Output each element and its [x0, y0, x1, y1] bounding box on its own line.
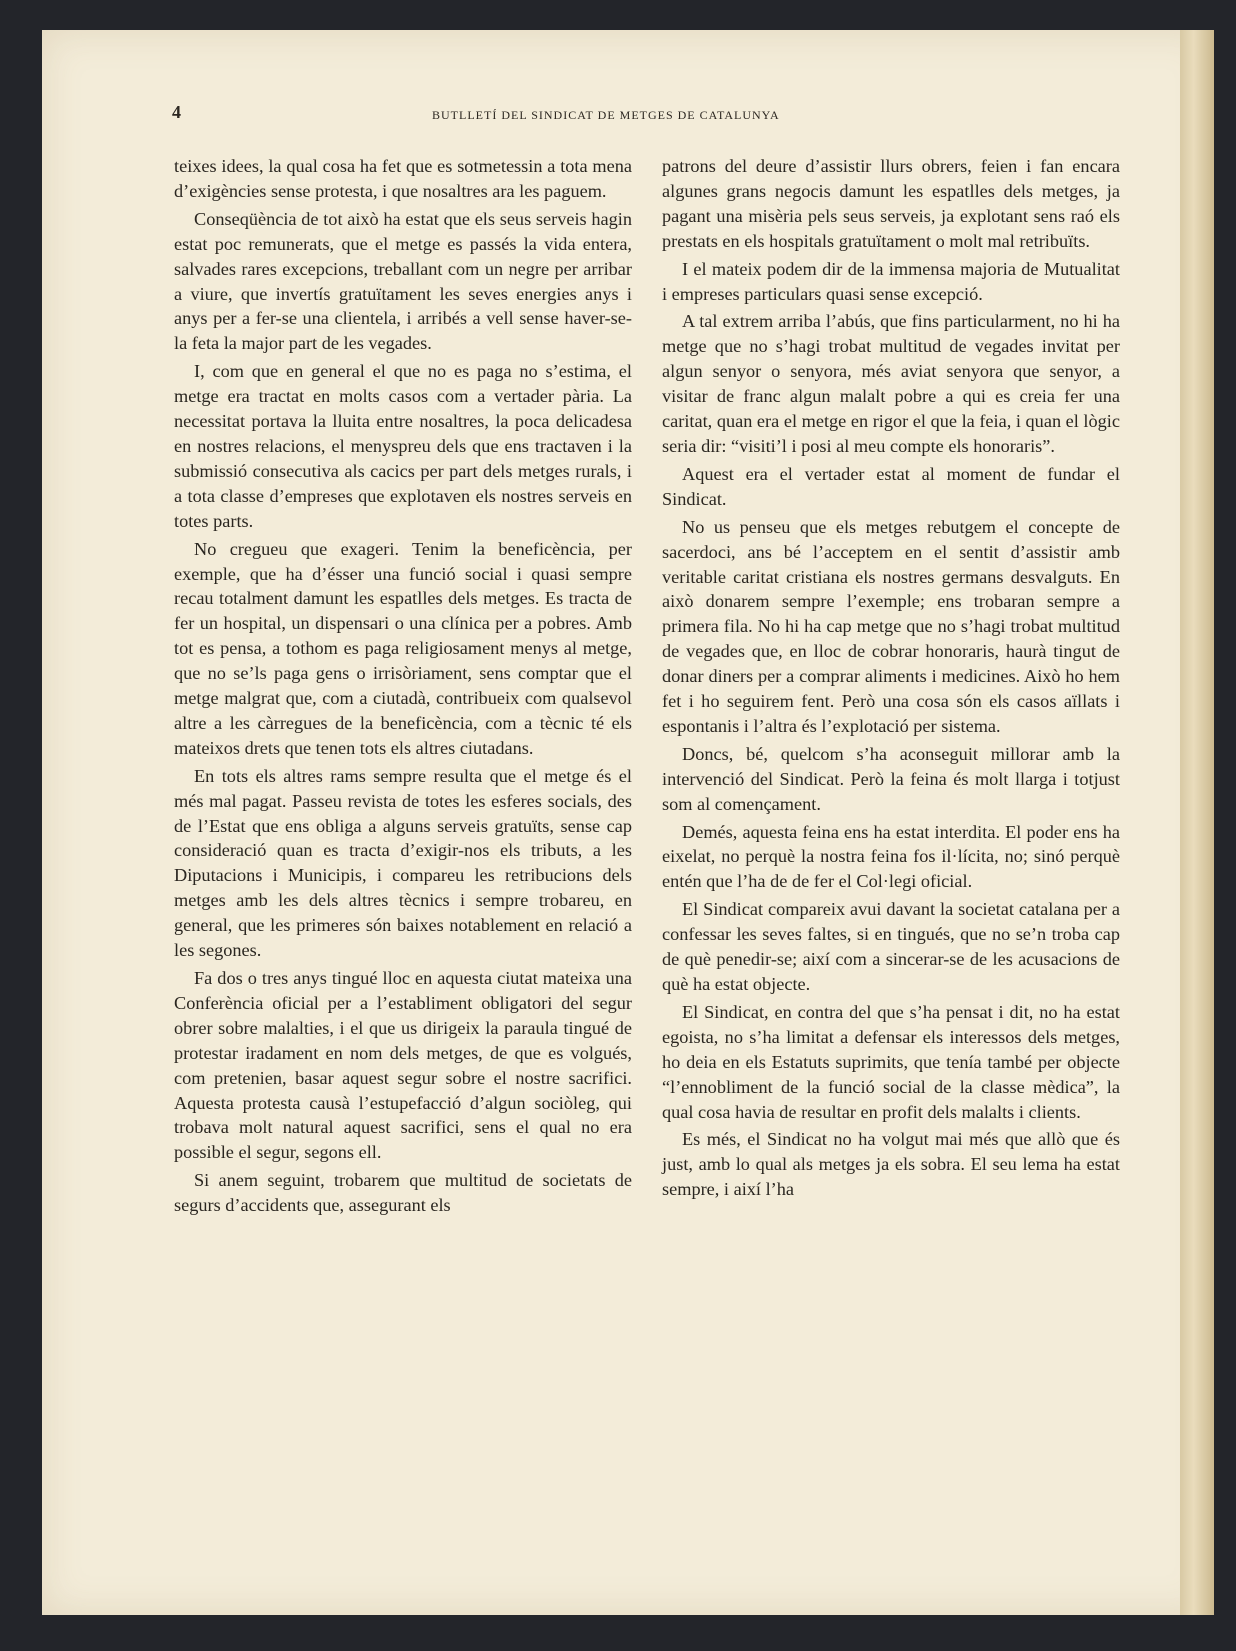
- paragraph: No cregueu que exageri. Tenim la beneficència, per exemple, que ha d’ésser una funció social i quasi sempre recau totalment damunt les espatlles dels metges. Es tracta de fer un hospital, un dispensari o una clínica per a pobres. Amb tot es pensa, a tothom es paga religiosament menys al metge, que no se’ls paga gens o irrisòriament, sens comptar que el metge malgrat que, com a ciutadà, contribueix com qualsevol altre a les càrregues de la beneficència, com a tècnic té els mateixos drets que tenen tots els altres ciutadans.: [174, 538, 632, 758]
- document-page: [42, 30, 1214, 1615]
- paragraph: teixes idees, la qual cosa ha fet que es sotmetessin a tota mena d’exigències sense protesta, i que nosaltres ara les paguem.: [174, 156, 632, 201]
- paragraph: I el mateix podem dir de la immensa majoria de Mutualitat i empreses particulars quasi sense excepció.: [662, 258, 1120, 304]
- paragraph: Demés, aquesta feina ens ha estat interdita. El poder ens ha eixelat, no perquè la nostra feina fos il·lícita, no; sinó perquè entén que l’ha de de fer el Col·legi oficial.: [662, 821, 1120, 892]
- paragraph: I, com que en general el que no es paga no s’estima, el metge era tractat en molts casos com a vertader pària. La necessitat portava la lluita entre nosaltres, la poca delicadesa en nostres relacions, el menyspreu dels que ens tractaven i la submissió consecutiva als cacics per part dels metges rurals, i a tota classe d’empreses que explotaven els nostres serveis en totes parts.: [174, 361, 632, 531]
- paragraph: A tal extrem arriba l’abús, que fins particularment, no hi ha metge que no s’hagi trobat multitud de vegades invitat per algun senyor o senyora, més aviat senyora que senyor, a visitar de franc algun malalt pobre a qui es creia fer una caritat, quan era el metge en rigor el que la feia, i quan el lògic seria dir: “visiti’l i posi al meu compte els honoraris”.: [662, 311, 1120, 456]
- running-title: BUTLLETÍ DEL SINDICAT DE METGES DE CATALUNYA: [432, 108, 780, 122]
- page-number: 4: [172, 102, 181, 122]
- page-header: [172, 102, 992, 126]
- left-column: [174, 154, 632, 1221]
- paragraph: Conseqüència de tot això ha estat que els seus serveis hagin estat poc remunerats, que el metge es passés la vida entera, salvades rares excepcions, treballant com un negre per arribar a viure, que invertís gratuïtament les seves energies anys i anys per a fer-se una clientela, i arribés a vell sense haver-se-la feta la major part de les vegades.: [174, 208, 632, 354]
- paragraph: Aquest era el vertader estat al moment de fundar el Sindicat.: [662, 463, 1120, 509]
- paragraph: No us penseu que els metges rebutgem el concepte de sacerdoci, ans bé l’acceptem en el sentit d’assistir amb veritable caritat cristiana els nostres germans desvalguts. En això donarem sempre l’exemple; ens trobaran sempre a primera fila. No hi ha cap metge que no s’hagi trobat multitud de vegades que, en lloc de cobrar honoraris, haurà tingut de donar diners per a comprar aliments i medicines. Això ho hem fet i ho seguirem fent. Però una cosa són els casos aïllats i espontanis i l’altra és l’explotació per sistema.: [662, 516, 1120, 736]
- paragraph: El Sindicat compareix avui davant la societat catalana per a confessar les seves faltes, si en tingués, que no se’n troba cap de què penedir-se; així com a sincerar-se de les acusacions de què ha estat objecte.: [662, 899, 1120, 994]
- paragraph: patrons del deure d’assistir llurs obrers, feien i fan encara algunes grans negocis damunt les espatlles dels metges, ja pagant una misèria pels seus serveis, ja explotant sens raó els prestats en els hospitals gratuïtament o molt mal retribuïts.: [662, 156, 1120, 251]
- right-column: [662, 154, 1120, 1205]
- paragraph: El Sindicat, en contra del que s’ha pensat i dit, no ha estat egoista, no s’ha limitat a defensar els interessos dels metges, ho deia en els Estatuts suprimits, que tenía també per objecte “l’ennobliment de la funció social de la classe mèdica”, la qual cosa havia de resultar en profit dels malalts i clients.: [662, 1001, 1120, 1122]
- paragraph: Si anem seguint, trobarem que multitud de societats de segurs d’accidents que, assegurant els: [174, 1170, 632, 1216]
- paragraph: Fa dos o tres anys tingué lloc en aquesta ciutat mateixa una Conferència oficial per a l’establiment obligatori del segur obrer sobre malalties, i el que us dirigeix la paraula tingué de protestar iradament en nom dels metges, de que es volgués, com pretenien, basar aquest segur sobre el nostre sacrifici. Aquesta protesta causà l’estupefacció d’algun sociòleg, qui trobava molt natural aquest sacrifici, sens el qual no era possible el segur, segons ell.: [174, 968, 632, 1163]
- paragraph: En tots els altres rams sempre resulta que el metge és el més mal pagat. Passeu revista de totes les esferes socials, des de l’Estat que ens obliga a alguns serveis gratuïts, sense cap consideració quan es tracta d’exigir-nos els tributs, a les Diputacions i Municipis, i compareu les retribucions dels metges amb les dels altres tècnics i sempre trobareu, en general, que les primeres són baixes notablement en relació a les segones.: [174, 765, 632, 961]
- page-edge: [1180, 30, 1214, 1615]
- paragraph: Es més, el Sindicat no ha volgut mai més que allò que és just, amb lo qual als metges ja els sobra. El seu lema ha estat sempre, i així l’ha: [662, 1129, 1120, 1200]
- paragraph: Doncs, bé, quelcom s’ha aconseguit millorar amb la intervenció del Sindicat. Però la feina és molt llarga i totjust som al començament.: [662, 743, 1120, 814]
